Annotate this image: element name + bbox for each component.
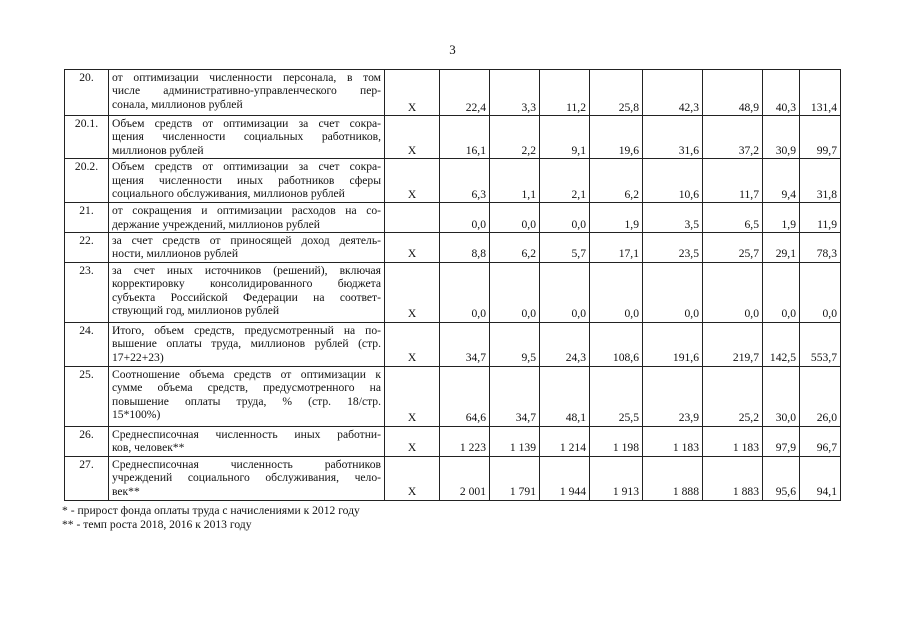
row-number: 27. <box>65 456 109 500</box>
value-cell: 131,4 <box>800 70 841 116</box>
value-cell: 1 944 <box>540 456 590 500</box>
description-line: социального обслуживания, миллионов рублей <box>112 187 345 201</box>
value-cell: 0,0 <box>490 203 540 233</box>
value-cell: 1 223 <box>440 426 490 456</box>
table-row <box>65 233 841 263</box>
row-description <box>109 116 385 159</box>
value-cell: 23,5 <box>643 233 703 263</box>
row-description <box>109 366 385 426</box>
row-description <box>109 70 385 116</box>
row-description <box>109 456 385 500</box>
value-cell: 9,4 <box>763 159 800 203</box>
value-cell: 0,0 <box>800 262 841 322</box>
description-line: субъекта Российской Федерации на соответ- <box>112 290 381 304</box>
table-row <box>65 203 841 233</box>
x-cell: X <box>385 456 440 500</box>
value-cell: 23,9 <box>643 366 703 426</box>
value-cell: 0,0 <box>490 262 540 322</box>
x-cell <box>385 203 440 233</box>
value-cell: 219,7 <box>703 322 763 366</box>
x-cell: X <box>385 70 440 116</box>
row-description <box>109 159 385 203</box>
value-cell: 0,0 <box>540 262 590 322</box>
description-line: от сокращения и оптимизации расходов на со- <box>112 204 381 218</box>
description-line: Среднесписочная численность иных работни- <box>112 427 381 441</box>
description-line: ствующий год, миллионов рублей <box>112 304 280 318</box>
row-number: 22. <box>65 233 109 263</box>
value-cell: 1,9 <box>763 203 800 233</box>
description-line: сумме объема средств, предусмотренного на <box>112 381 381 395</box>
value-cell: 0,0 <box>763 262 800 322</box>
value-cell: 0,0 <box>703 262 763 322</box>
description-line: Объем средств от оптимизации за счет сокра- <box>112 117 381 130</box>
description-line: 17+22+23) <box>112 350 164 364</box>
data-table <box>64 69 841 501</box>
row-number: 25. <box>65 366 109 426</box>
value-cell: 1 913 <box>590 456 643 500</box>
description-line: сонала, миллионов рублей <box>112 97 243 111</box>
value-cell: 34,7 <box>440 322 490 366</box>
value-cell: 97,9 <box>763 426 800 456</box>
x-cell: X <box>385 233 440 263</box>
value-cell: 2 001 <box>440 456 490 500</box>
description-line: повышение оплаты труда, % (стр. 18/стр. <box>112 394 381 408</box>
value-cell: 3,5 <box>643 203 703 233</box>
value-cell: 26,0 <box>800 366 841 426</box>
row-number: 26. <box>65 426 109 456</box>
value-cell: 29,1 <box>763 233 800 263</box>
footnotes <box>62 504 360 532</box>
value-cell: 24,3 <box>540 322 590 366</box>
value-cell: 0,0 <box>540 203 590 233</box>
value-cell: 2,1 <box>540 159 590 203</box>
row-number: 20.2. <box>65 159 109 203</box>
value-cell: 11,9 <box>800 203 841 233</box>
x-cell: X <box>385 159 440 203</box>
value-cell: 2,2 <box>490 116 540 159</box>
x-cell: X <box>385 366 440 426</box>
value-cell: 78,3 <box>800 233 841 263</box>
value-cell: 48,1 <box>540 366 590 426</box>
value-cell: 25,7 <box>703 233 763 263</box>
value-cell: 1 214 <box>540 426 590 456</box>
value-cell: 1 888 <box>643 456 703 500</box>
table-row <box>65 322 841 366</box>
value-cell: 40,3 <box>763 70 800 116</box>
value-cell: 19,6 <box>590 116 643 159</box>
value-cell: 64,6 <box>440 366 490 426</box>
row-description <box>109 426 385 456</box>
value-cell: 1 791 <box>490 456 540 500</box>
value-cell: 16,1 <box>440 116 490 159</box>
value-cell: 95,6 <box>763 456 800 500</box>
value-cell: 31,8 <box>800 159 841 203</box>
row-number: 23. <box>65 262 109 322</box>
value-cell: 96,7 <box>800 426 841 456</box>
x-cell: X <box>385 426 440 456</box>
footnote-1: * - прирост фонда оплаты труда с начислениями к 2012 году <box>62 504 360 517</box>
value-cell: 6,5 <box>703 203 763 233</box>
value-cell: 25,8 <box>590 70 643 116</box>
value-cell: 1,9 <box>590 203 643 233</box>
value-cell: 1 883 <box>703 456 763 500</box>
value-cell: 42,3 <box>643 70 703 116</box>
value-cell: 1 139 <box>490 426 540 456</box>
value-cell: 1 198 <box>590 426 643 456</box>
description-line: ности, миллионов рублей <box>112 247 239 261</box>
table-row <box>65 159 841 203</box>
row-description <box>109 262 385 322</box>
value-cell: 48,9 <box>703 70 763 116</box>
value-cell: 22,4 <box>440 70 490 116</box>
row-description <box>109 233 385 263</box>
description-line: век** <box>112 484 140 498</box>
value-cell: 9,1 <box>540 116 590 159</box>
description-line: вышение оплаты труда, миллионов рублей (стр. <box>112 337 381 351</box>
table-row <box>65 366 841 426</box>
value-cell: 11,2 <box>540 70 590 116</box>
value-cell: 30,0 <box>763 366 800 426</box>
row-number: 20.1. <box>65 116 109 159</box>
value-cell: 6,2 <box>490 233 540 263</box>
description-line: за счет иных источников (решений), включая <box>112 263 381 277</box>
description-line: корректировку консолидированного бюджета <box>112 277 381 291</box>
description-line: за счет средств от приносящей доход деятель- <box>112 234 381 248</box>
value-cell: 142,5 <box>763 322 800 366</box>
value-cell: 1 183 <box>703 426 763 456</box>
value-cell: 5,7 <box>540 233 590 263</box>
value-cell: 0,0 <box>440 203 490 233</box>
description-line: 15*100%) <box>112 408 161 422</box>
row-description <box>109 322 385 366</box>
value-cell: 25,2 <box>703 366 763 426</box>
description-line: Итого, объем средств, предусмотренный на по- <box>112 323 381 337</box>
description-line: от оптимизации численности персонала, в том <box>112 71 381 84</box>
footnote-2: ** - темп роста 2018, 2016 к 2013 году <box>62 518 252 531</box>
value-cell: 553,7 <box>800 322 841 366</box>
value-cell: 6,2 <box>590 159 643 203</box>
row-number: 21. <box>65 203 109 233</box>
value-cell: 30,9 <box>763 116 800 159</box>
value-cell: 99,7 <box>800 116 841 159</box>
value-cell: 0,0 <box>440 262 490 322</box>
page-number: 3 <box>449 42 456 57</box>
table-row <box>65 456 841 500</box>
value-cell: 8,8 <box>440 233 490 263</box>
value-cell: 1 183 <box>643 426 703 456</box>
value-cell: 11,7 <box>703 159 763 203</box>
row-description <box>109 203 385 233</box>
value-cell: 108,6 <box>590 322 643 366</box>
value-cell: 94,1 <box>800 456 841 500</box>
value-cell: 6,3 <box>440 159 490 203</box>
description-line: щения численности социальных работников, <box>112 130 381 144</box>
description-line: числе административно-управленческого пер- <box>112 84 381 98</box>
table-row <box>65 116 841 159</box>
description-line: Объем средств от оптимизации за счет сокра- <box>112 160 381 174</box>
row-number: 20. <box>65 70 109 116</box>
value-cell: 25,5 <box>590 366 643 426</box>
value-cell: 0,0 <box>590 262 643 322</box>
value-cell: 37,2 <box>703 116 763 159</box>
value-cell: 191,6 <box>643 322 703 366</box>
table-row <box>65 426 841 456</box>
description-line: держание учреждений, миллионов рублей <box>112 217 321 231</box>
description-line: щения численности иных работников сферы <box>112 173 381 187</box>
description-line: Соотношение объема средств от оптимизации к <box>112 367 381 381</box>
value-cell: 34,7 <box>490 366 540 426</box>
value-cell: 3,3 <box>490 70 540 116</box>
description-line: учреждений социального обслуживания, чело- <box>112 471 381 485</box>
row-number: 24. <box>65 322 109 366</box>
description-line: миллионов рублей <box>112 143 204 157</box>
x-cell: X <box>385 116 440 159</box>
table-row <box>65 262 841 322</box>
description-line: Среднесписочная численность работников <box>112 457 381 471</box>
table-row <box>65 70 841 116</box>
x-cell: X <box>385 262 440 322</box>
x-cell: X <box>385 322 440 366</box>
value-cell: 31,6 <box>643 116 703 159</box>
value-cell: 10,6 <box>643 159 703 203</box>
value-cell: 0,0 <box>643 262 703 322</box>
value-cell: 17,1 <box>590 233 643 263</box>
value-cell: 1,1 <box>490 159 540 203</box>
description-line: ков, человек** <box>112 441 185 455</box>
value-cell: 9,5 <box>490 322 540 366</box>
